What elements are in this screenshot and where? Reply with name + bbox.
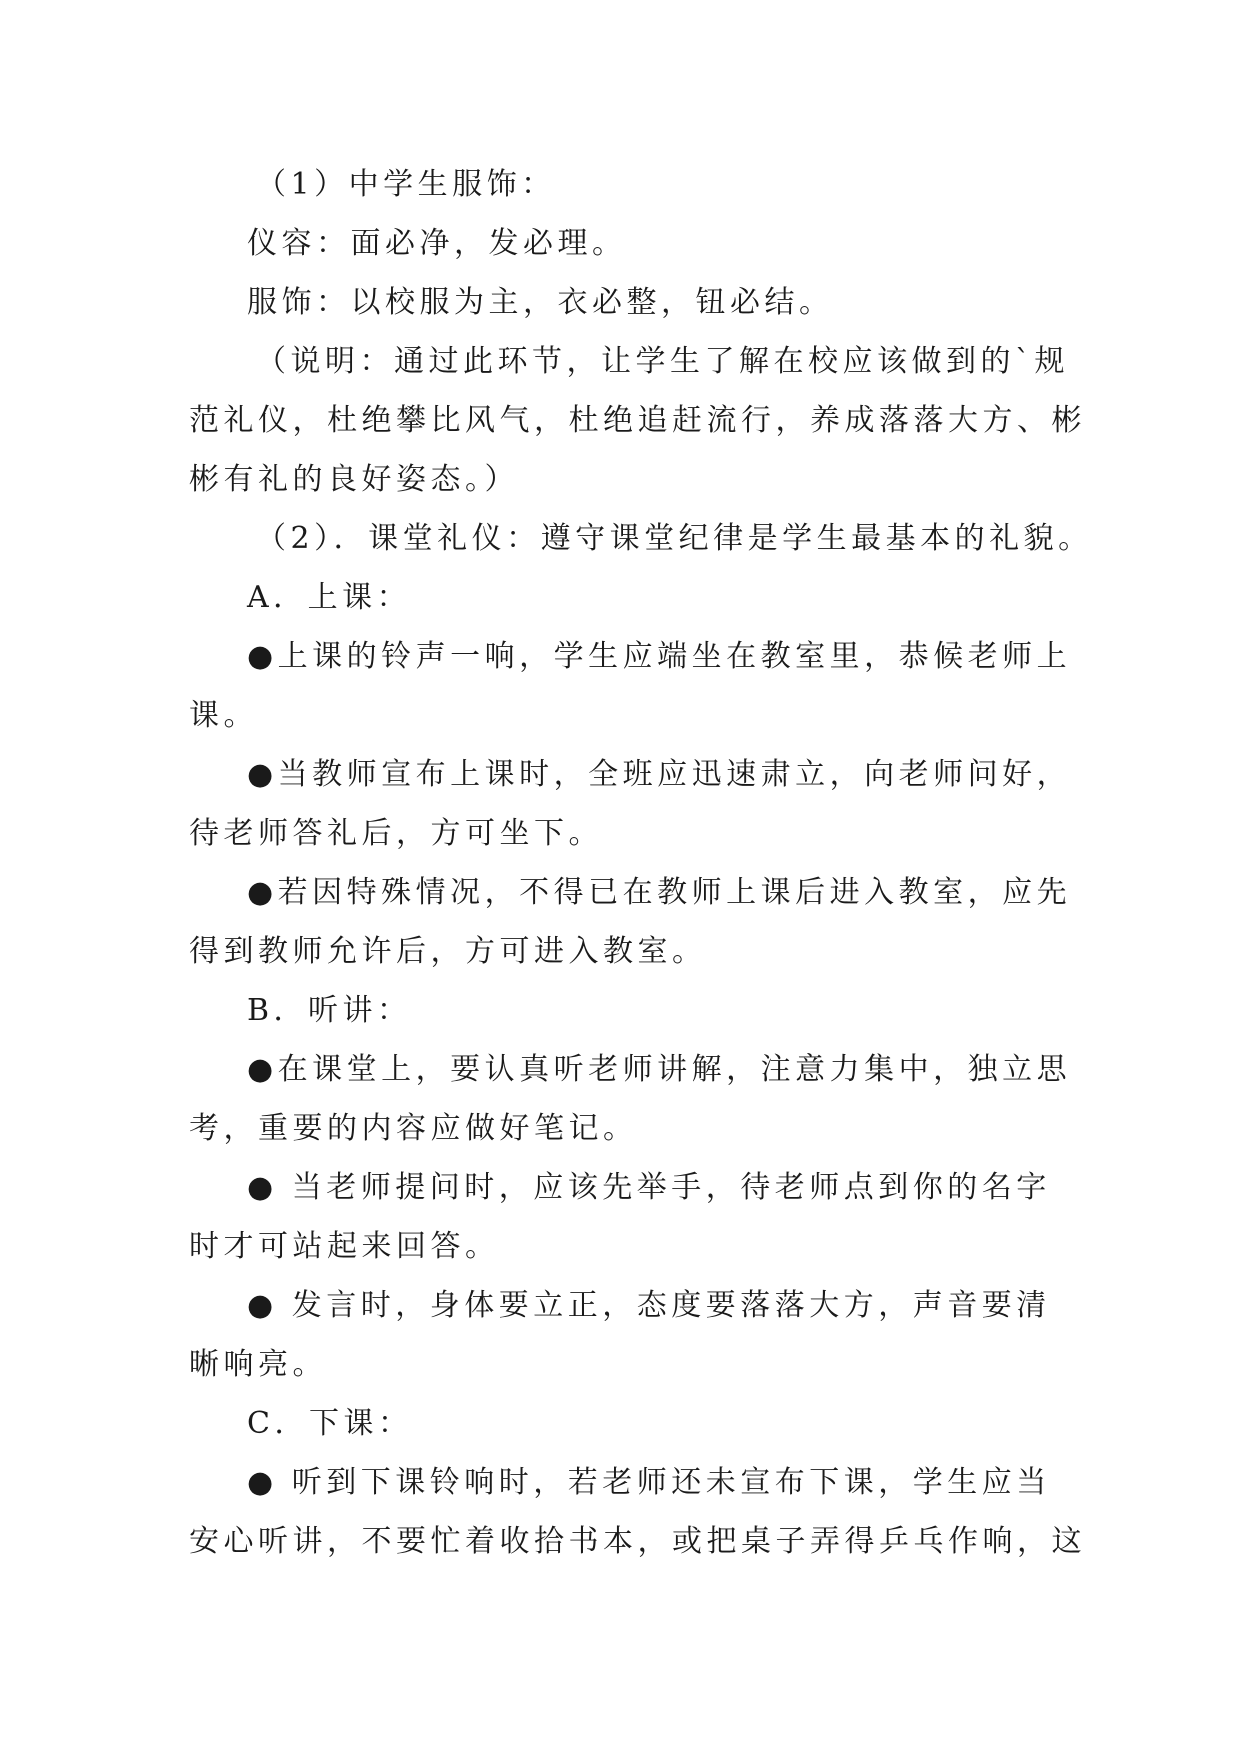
bullet-6-line-2: 晰响亮。 bbox=[189, 1347, 327, 1382]
paragraph-attire: 服饰：以校服为主，衣必整，钮必结。 bbox=[247, 285, 834, 320]
bullet-2-line-1: ●当教师宣布上课时，全班应迅速肃立，向老师问好， bbox=[247, 757, 1072, 792]
bullet-5-line-2: 时才可站起来回答。 bbox=[189, 1229, 500, 1264]
subheading-listening: B．听讲： bbox=[247, 993, 412, 1028]
heading-classroom-etiquette: （2）．课堂礼仪：遵守课堂纪律是学生最基本的礼貌。 bbox=[256, 521, 1093, 556]
bullet-7-line-1: ● 听到下课铃响时，若老师还未宣布下课，学生应当 bbox=[247, 1465, 1051, 1500]
bullet-5-line-1: ● 当老师提问时，应该先举手，待老师点到你的名字 bbox=[247, 1170, 1051, 1205]
paragraph-explanation-line-3: 彬有礼的良好姿态。） bbox=[189, 462, 519, 497]
bullet-4-line-2: 考，重要的内容应做好笔记。 bbox=[189, 1111, 638, 1146]
bullet-3-line-1: ●若因特殊情况，不得已在教师上课后进入教室，应先 bbox=[247, 875, 1072, 910]
paragraph-explanation-line-1: （说明：通过此环节，让学生了解在校应该做到的`规 bbox=[256, 344, 1069, 379]
bullet-4-line-1: ●在课堂上，要认真听老师讲解，注意力集中，独立思 bbox=[247, 1052, 1072, 1087]
subheading-attending-class: A．上课： bbox=[247, 580, 412, 615]
bullet-1-line-1: ●上课的铃声一响，学生应端坐在教室里，恭候老师上 bbox=[247, 639, 1072, 674]
bullet-3-line-2: 得到教师允许后，方可进入教室。 bbox=[189, 934, 707, 969]
bullet-2-line-2: 待老师答礼后，方可坐下。 bbox=[189, 816, 603, 851]
paragraph-explanation-line-2: 范礼仪，杜绝攀比风气，杜绝追赶流行，养成落落大方、彬 bbox=[189, 403, 1086, 438]
bullet-1-line-2: 课。 bbox=[189, 698, 258, 733]
bullet-7-line-2: 安心听讲，不要忙着收拾书本，或把桌子弄得乒乓作响，这 bbox=[189, 1524, 1086, 1559]
heading-student-attire: （1）中学生服饰： bbox=[256, 167, 556, 202]
bullet-6-line-1: ● 发言时，身体要立正，态度要落落大方，声音要清 bbox=[247, 1288, 1051, 1323]
subheading-end-of-class: C．下课： bbox=[247, 1406, 413, 1441]
paragraph-appearance: 仪容：面必净，发必理。 bbox=[247, 226, 627, 261]
